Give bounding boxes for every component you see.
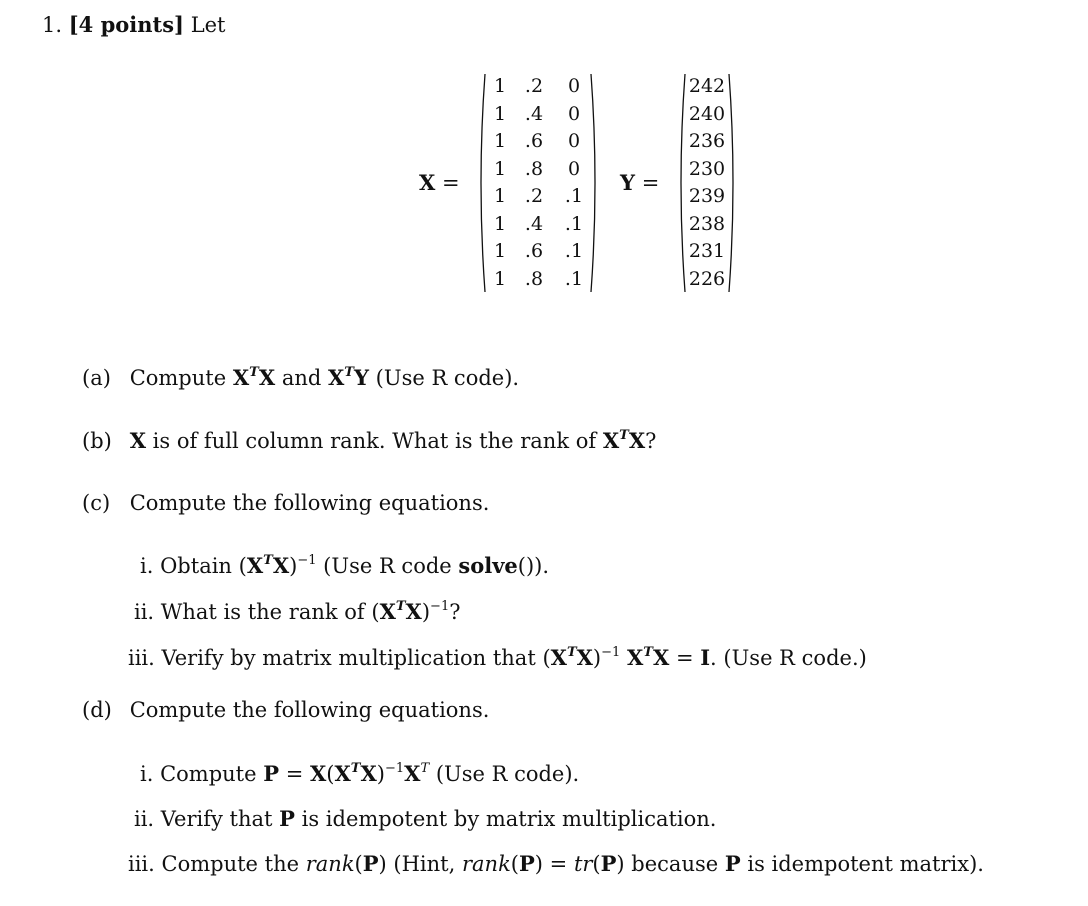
x-matrix-cell: .6 (524, 130, 544, 152)
y-vector-row (688, 73, 726, 101)
y-vector-cell: 242 (688, 75, 726, 97)
part-c-iii-pre: Verify by matrix multiplication that (161, 646, 536, 670)
part-d-iii-hint: (Hint, (393, 852, 456, 876)
part-a: (a) Compute $X^TX$ and $X^TY$ (Use R code). (82, 365, 520, 390)
x-matrix-cell: 1 (493, 212, 507, 235)
part-c-label: (c) (82, 491, 111, 515)
part-c-iii-post: (Use R code.) (723, 646, 867, 670)
y-left-paren (676, 73, 686, 293)
x-matrix-cell: 0 (567, 75, 581, 97)
part-c-i: i. Obtain $(X^TX)^{-1}$ (Use R code solve()). (140, 553, 550, 578)
x-matrix-cell: 0 (567, 102, 581, 125)
problem-number: 1. (42, 13, 63, 37)
y-vector-row (688, 183, 726, 211)
part-d-iii-rank: rank (305, 852, 355, 876)
y-right-paren (728, 73, 738, 293)
x-matrix-row (488, 238, 592, 266)
part-a-post: (Use R code). (375, 366, 520, 390)
part-b: (b) X is of full column rank. What is the rank of $X^TX$? (82, 428, 657, 453)
part-d-ii-pre: Verify that (160, 807, 273, 831)
x-matrix-cell: .6 (524, 240, 544, 262)
part-d-ii-label: ii. (134, 807, 155, 831)
problem-intro: Let (190, 13, 226, 37)
y-vector-cell: 236 (688, 130, 726, 152)
part-d-i: i. Compute $P = X(X^TX)^{-1}X^T$ (Use R code). (140, 761, 580, 786)
y-vector (676, 73, 738, 293)
x-matrix-row (488, 101, 592, 129)
part-c-iii-label: iii. (128, 646, 155, 670)
y-vector-cell: 238 (688, 212, 726, 235)
x-equals (419, 170, 460, 195)
x-matrix-cell: .8 (524, 157, 544, 180)
part-c-i-solve: solve (458, 553, 518, 578)
y-vector-cell: 240 (688, 102, 726, 125)
x-matrix-row (488, 211, 592, 239)
part-d-ii: ii. Verify that P is idempotent by matrix multiplication. (134, 806, 717, 831)
part-d-iii-trace: tr (573, 852, 593, 876)
x-matrix-row (488, 183, 592, 211)
part-c-i-pre: Obtain (160, 554, 232, 578)
y-vector-row (688, 101, 726, 129)
part-d-iii-pre: Compute the (161, 852, 300, 876)
x-matrix-cell: 1 (493, 240, 507, 262)
part-b-text: is of full column rank. What is the rank of (152, 429, 597, 453)
part-b-question-mark: ? (645, 429, 657, 453)
x-equals-sign: = (441, 171, 460, 195)
y-equals (620, 170, 659, 195)
x-matrix-cell: 1 (493, 102, 507, 125)
part-c-i-post2: ()). (517, 554, 550, 578)
x-matrix-cell: 0 (567, 130, 581, 152)
part-d (82, 698, 489, 722)
part-d-iii-because: because (631, 852, 719, 876)
x-matrix-cell: .1 (564, 267, 584, 290)
y-vector-cell: 226 (688, 267, 726, 290)
y-vector-row (688, 156, 726, 184)
part-c-i-label: i. (140, 554, 154, 578)
part-d-iii-post: is idempotent matrix). (747, 852, 984, 876)
problem-points: [4 points] (68, 12, 184, 37)
problem-header (42, 12, 226, 37)
part-d-iii-rank-2: rank (461, 852, 511, 876)
x-matrix-cell: 1 (493, 157, 507, 180)
x-matrix-cell: .1 (564, 240, 584, 262)
y-equals-sign: = (641, 171, 660, 195)
part-d-text: Compute the following equations. (129, 698, 490, 722)
x-matrix-cell: 1 (493, 75, 507, 97)
part-d-iii-label: iii. (128, 852, 155, 876)
x-matrix-cell: .2 (524, 185, 544, 207)
x-matrix-cell: 1 (493, 130, 507, 152)
x-left-paren (476, 73, 486, 293)
part-d-label: (d) (82, 698, 112, 722)
part-d-iii: iii. Compute the rank(P) (Hint, rank(P) = tr(P) because P is idempotent matrix). (128, 851, 984, 876)
x-matrix-cell: 0 (567, 157, 581, 180)
y-label: Y (620, 170, 635, 195)
x-matrix-row (488, 156, 592, 184)
part-b-label: (b) (82, 429, 112, 453)
y-vector-table (688, 73, 726, 293)
x-matrix-cell: 1 (493, 185, 507, 207)
y-vector-cell: 230 (688, 157, 726, 180)
part-a-pre: Compute (129, 366, 227, 390)
part-c-ii-pre: What is the rank of (160, 600, 365, 624)
part-c-text: Compute the following equations. (129, 491, 490, 515)
y-vector-cell: 231 (688, 240, 726, 262)
x-matrix-row (488, 266, 592, 294)
x-matrix-cell: .1 (564, 185, 584, 207)
x-matrix-row (488, 128, 592, 156)
part-c-ii-question-mark: ? (449, 600, 461, 624)
x-matrix (476, 73, 600, 293)
y-vector-row (688, 211, 726, 239)
x-matrix-cell: .8 (524, 267, 544, 290)
y-vector-cell: 239 (688, 185, 726, 207)
x-right-paren (590, 73, 600, 293)
part-c-i-post: (Use R code (323, 554, 452, 578)
x-matrix-row (488, 73, 592, 101)
x-matrix-cell: .1 (564, 212, 584, 235)
part-d-i-label: i. (140, 762, 154, 786)
x-label: X (419, 170, 436, 195)
y-vector-row (688, 266, 726, 294)
part-c (82, 491, 489, 515)
part-c-ii-label: ii. (134, 600, 155, 624)
x-matrix-cell: .4 (524, 102, 544, 125)
part-d-ii-post: is idempotent by matrix multiplication. (301, 807, 717, 831)
x-matrix-table (488, 73, 592, 293)
x-matrix-cell: .4 (524, 212, 544, 235)
part-a-and: and (281, 366, 322, 390)
x-matrix-cell: .2 (524, 75, 544, 97)
part-d-i-pre: Compute (160, 762, 257, 786)
part-a-label: (a) (82, 366, 111, 390)
part-c-ii: ii. What is the rank of $(X^TX)^{-1}$? (134, 599, 461, 624)
part-c-iii: iii. Verify by matrix multiplication that $(X^TX)^{-1}$ $X^TX = I$. (Use R code.) (128, 645, 867, 670)
y-vector-row (688, 128, 726, 156)
part-d-i-post: (Use R code). (435, 762, 580, 786)
x-matrix-cell: 1 (493, 267, 507, 290)
y-vector-row (688, 238, 726, 266)
